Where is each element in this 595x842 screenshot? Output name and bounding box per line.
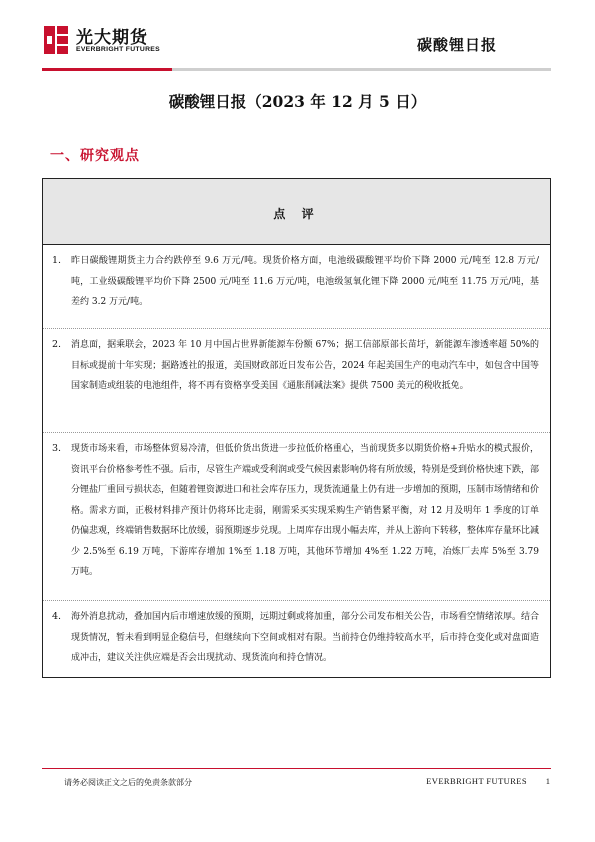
logo-english-name: EVERBRIGHT FUTURES — [76, 46, 160, 53]
page-number: 1 — [545, 776, 550, 786]
footer-brand: EVERBRIGHT FUTURES — [426, 776, 527, 786]
commentary-item-3 — [43, 433, 550, 601]
commentary-item-2 — [43, 329, 550, 433]
document-title: 碳酸锂日报（2023 年 12 月 5 日） — [168, 92, 427, 111]
panel-heading-label: 点 评 — [273, 207, 320, 221]
footer-disclaimer: 请务必阅读正文之后的免责条款部分 — [64, 778, 192, 787]
item-number: 3. — [52, 443, 62, 454]
page-header — [0, 0, 595, 70]
item-number: 1. — [52, 255, 62, 266]
item-number: 4. — [52, 611, 62, 622]
header-divider-gray — [172, 68, 551, 71]
item-text: 消息面，据乘联会，2023 年 10 月中国占世界新能源车份额 67%；据工信部原部长苗圩，新能源车渗透率超 50%的目标或提前十年实现；据路透社的报道，美国财政部近日发布公告，2024 年起美国生产的电动汽车中，如包含中国等国家制造或组装的电池组件，将不再有资格享受美国《通胀削减法案》提供 7500 美元的税收抵免。 — [71, 340, 539, 391]
commentary-item-1 — [43, 245, 550, 329]
item-text: 昨日碳酸锂期货主力合约跌停至 9.6 万元/吨。现货价格方面，电池级碳酸锂平均价下降 2000 元/吨至 12.8 万元/吨，工业级碳酸锂平均价下降 2500 元/吨至 11.6 万元/吨，电池级氢氧化锂下降 2000 元/吨至 11.75 万元/吨，基差约 3.2 万元/吨。 — [71, 256, 539, 307]
section-title: 一、研究观点 — [50, 148, 140, 164]
commentary-item-4 — [43, 601, 550, 677]
item-text: 现货市场来看，市场整体贸易冷清，但低价货出货进一步拉低价格重心，当前现货多以期货价格+升贴水的模式报价，资讯平台价格参考性不强。后市，尽管生产端或受利润或受气候因素影响仍将有所放缓，特别是受到价格快速下跌，部分锂盐厂重回亏损状态，但随着锂资源进口和社会库存压力，现货流通量上仍有进一步增加的预期，压制市场情绪和价格。需求方面，正极材料排产预计仍将环比走弱，刚需采买实现采购生产销售紧平衡，对 12 月及明年 1 季度的订单仍偏悲观，终端销售数据环比放缓，弱预期逐步兑现。上周库存出现小幅去库，并从上游向下转移，整体库存量环比减少 2.5%至 6.19 万吨，下游库存增加 1%至 1.18 万吨，其他环节增加 4%至 1.22 万吨，冶炼厂去库 5%至 3.79 万吨。 — [71, 444, 540, 577]
company-logo — [42, 22, 172, 62]
header-divider — [42, 68, 551, 71]
logo-chinese-name: 光大期货 — [76, 28, 148, 48]
item-number: 2. — [52, 339, 62, 350]
panel-heading — [43, 179, 550, 245]
footer-divider — [42, 768, 551, 769]
header-divider-red — [42, 68, 172, 71]
item-text: 海外消息扰动，叠加国内后市增速放缓的预期，远期过剩或将加重，部分公司发布相关公告，市场看空情绪浓厚。结合现货情况，暂未看到明显企稳信号，但继续向下空间或相对有限。当前持仓仍维持较高水平，后市持仓变化或对盘面造成冲击，建议关注供应端是否会出现扰动、现货流向和持仓情况。 — [71, 612, 540, 663]
commentary-panel — [42, 178, 551, 678]
everbright-logo-icon — [42, 24, 70, 56]
report-type-label: 碳酸锂日报 — [416, 36, 497, 54]
